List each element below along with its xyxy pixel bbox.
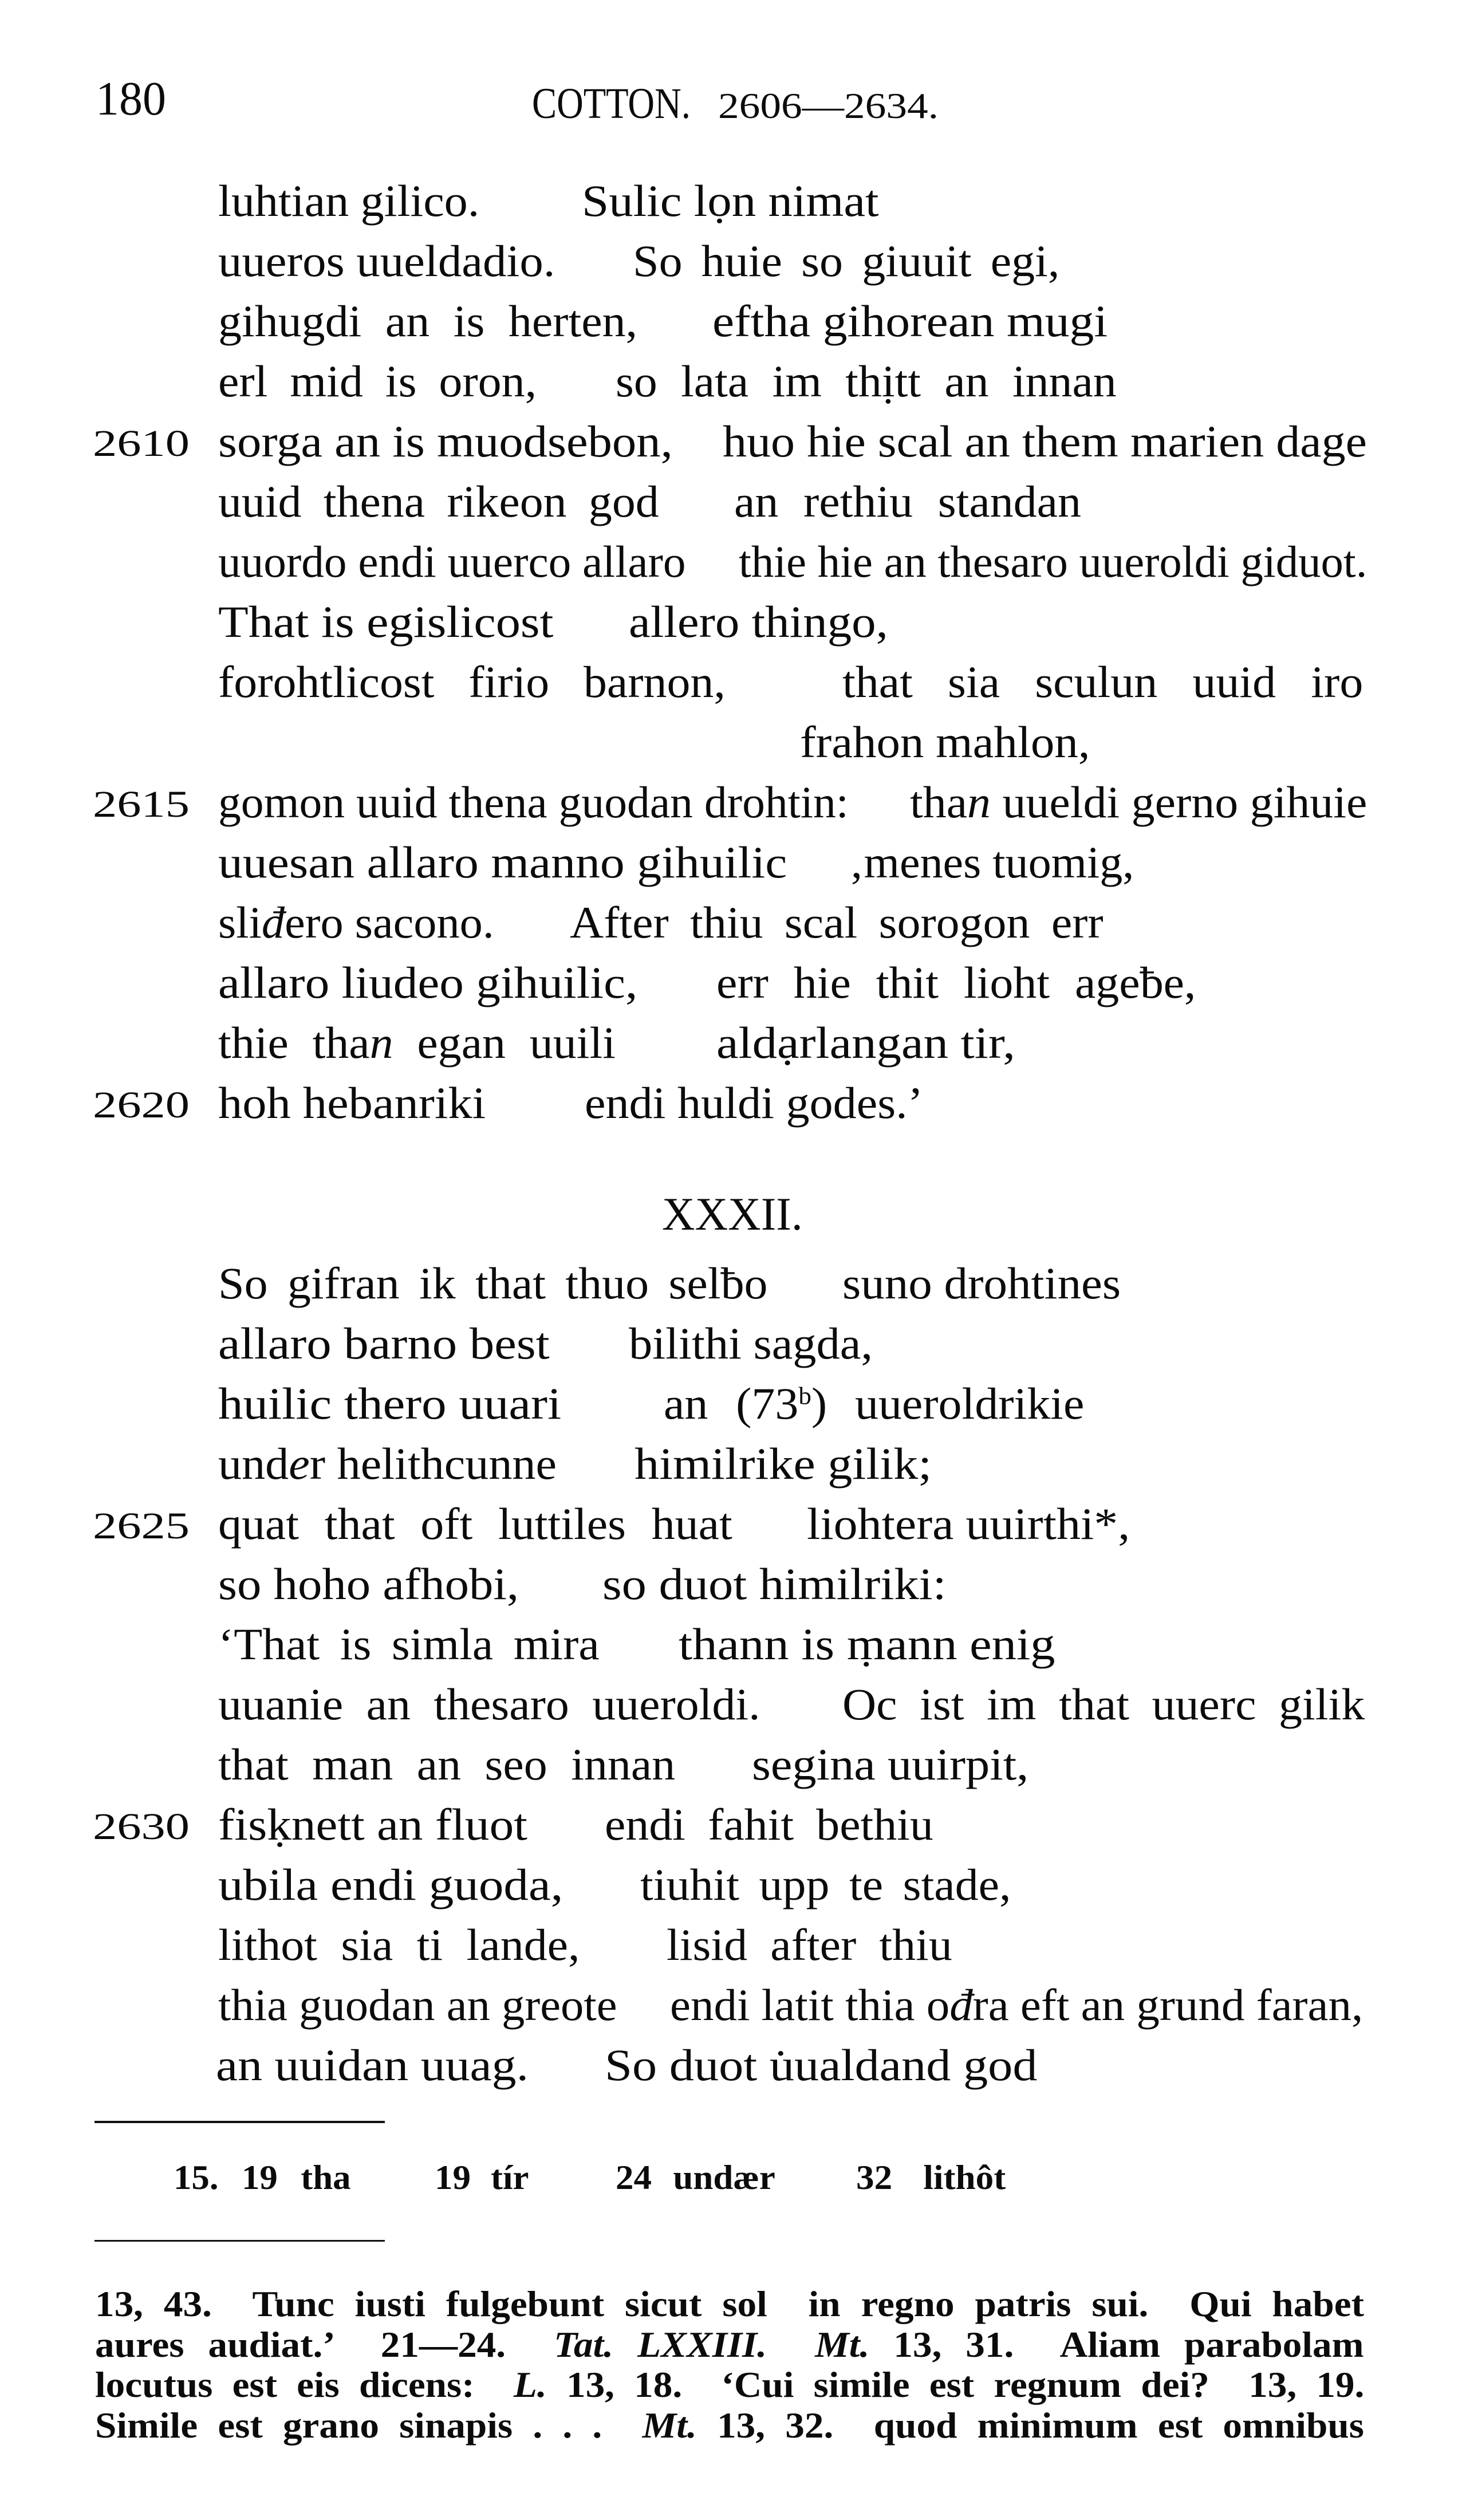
footnote-line (95, 2283, 1364, 2324)
text-segment: Simile est grano sinapis . . . (95, 2405, 643, 2446)
second-half-line: thie hie an thesaro uueroldi giduot. (739, 537, 1368, 586)
second-half-line (910, 777, 1368, 827)
page-number: 180 (96, 72, 166, 125)
first-half-line: an uuidan uuag. (216, 2040, 529, 2090)
first-half-line: ‘That is simla mira (218, 1619, 600, 1669)
verse-line (0, 1499, 1466, 1549)
text-segment: aures audiat.’ 21—24. (95, 2324, 554, 2365)
source-abbreviation: L. (513, 2364, 547, 2405)
first-half-line: gomon uuid thena guodan drohtin: (218, 777, 849, 827)
verse-line (0, 960, 1466, 1005)
italic-letter: đ (261, 897, 285, 947)
text-segment: ero sacono. (285, 897, 494, 947)
turnover-half-line: frahon mahlon, (800, 717, 1090, 767)
second-half-line: So huie so giuuit egi, (633, 236, 1060, 286)
second-half-line: himilrike gilik; (635, 1439, 932, 1489)
text-segment: locutus est eis dicens: (95, 2364, 514, 2405)
verse-line (0, 296, 1466, 346)
text-segment (613, 2324, 637, 2365)
second-half-line: aldạrlangan tir, (716, 1018, 1015, 1068)
second-half-line: tiuhit upp te stade, (640, 1860, 1011, 1909)
first-half-line: So gifran ik that thuo selƀo (218, 1258, 768, 1308)
verse-line (0, 1860, 1466, 1909)
first-half-line: uuid thena rikeon god (218, 477, 659, 526)
second-half-line: suno drohtines (842, 1258, 1121, 1308)
italic-letter: n (369, 1018, 393, 1068)
folio-superscript: b (798, 1383, 811, 1410)
verse-line (0, 1739, 1466, 1789)
verse-line (0, 1439, 1466, 1489)
second-half-line: After thiu scal sorogon err (570, 897, 1104, 947)
text-segment: 13, 43. Tunc iusti fulgebunt sicut sol in regno patris sui. Qui habet (95, 2283, 1364, 2324)
verse-line (0, 897, 1466, 947)
section-reference: LXXIII. (637, 2324, 767, 2365)
verse-line (0, 1258, 1466, 1308)
text-segment: 13, 18. ‘Cui simile est regnum dei? 13, 19. (546, 2364, 1365, 2405)
first-half-line (218, 1439, 557, 1489)
second-half-line: bilithi sagda, (629, 1318, 873, 1368)
section-heading: XXXII. (662, 1188, 803, 1240)
second-half-line: so lata im thịtt an innan (616, 356, 1117, 406)
first-half-line: allaro barno best (218, 1318, 550, 1368)
second-half-line: an rethiu standan (734, 477, 1081, 526)
apparatus-entry: 19 tír (435, 2159, 529, 2196)
first-half-line: That is egislicost (218, 597, 554, 647)
first-half-line: huilic thero uuari (218, 1379, 562, 1428)
apparatus-entry: 24 undær (616, 2159, 775, 2196)
footnote-line (95, 2407, 1364, 2444)
first-half-line: luhtian gilico. (218, 176, 480, 226)
first-half-line: thia guodan an greote (218, 1980, 617, 2030)
verse-line (0, 1381, 1466, 1426)
first-half-line: gihugdi an is herten, (218, 296, 638, 346)
verse-line (0, 777, 1466, 827)
second-half-line (664, 1381, 1084, 1426)
verse-line-turnover (0, 717, 1466, 767)
first-half-line: allaro liudeo gihuilic, (218, 958, 638, 1007)
first-half-line: that man an seo innan (218, 1739, 676, 1789)
second-half-line: eftha gihorean mugi (712, 296, 1108, 346)
italic-letter: n (967, 777, 991, 827)
italic-letter: e (289, 1439, 310, 1489)
first-half-line: ubila endi guoda, (218, 1860, 563, 1909)
verse-line (0, 1318, 1466, 1368)
footnote-line (95, 2326, 1364, 2363)
second-half-line: So duot u̇ualdand god (605, 2040, 1038, 2090)
second-half-line (670, 1980, 1363, 2030)
second-half-line: endi fahit bethiu (605, 1800, 933, 1849)
text-segment: endi latit thia o (670, 1980, 950, 2030)
text-segment: tha (910, 777, 968, 827)
text-segment: sli (218, 897, 262, 947)
verse-line (0, 657, 1466, 707)
line-number: 2615 (93, 783, 190, 825)
first-half-line: forohtlicost firio barnon, (218, 657, 726, 707)
first-half-line: uuordo endi uuerco allaro (218, 537, 686, 586)
verse-line (0, 479, 1466, 524)
second-half-line: huo hie scal an them marien dage (723, 416, 1367, 466)
first-half-line: lithot sia ti lande, (218, 1920, 580, 1970)
verse-line (0, 1802, 1466, 1847)
italic-letter: đ (949, 1980, 973, 2030)
second-half-line: segina uuirpit, (752, 1739, 1029, 1789)
text-segment: und (218, 1439, 289, 1489)
source-abbreviation: Tat. (554, 2324, 614, 2365)
text-segment: an (73 (664, 1379, 799, 1428)
line-range: 2606—2634. (718, 85, 939, 126)
second-half-line: Sulic lọn nimat (582, 176, 879, 226)
verse-line (0, 1078, 1466, 1128)
first-half-line (218, 897, 494, 947)
second-half-line: thann is ṃann enig (679, 1619, 1055, 1669)
second-half-line: Oc ist im that uuerc gilik (842, 1679, 1365, 1729)
verse-line (0, 537, 1466, 586)
verse-line (0, 1018, 1466, 1068)
running-title: COTTON. (532, 80, 691, 128)
second-half-line: endi huldi godes.’ (585, 1078, 924, 1128)
text-segment: egan uuili (393, 1018, 616, 1068)
apparatus-entry: 15. 19 tha (174, 2159, 351, 2196)
source-abbreviation: Mt. (642, 2405, 697, 2446)
apparatus-top-rule (94, 2121, 385, 2123)
first-half-line: sorga an is muodsebon, (218, 416, 673, 466)
text-segment (767, 2324, 815, 2365)
first-half-line: fisḳnett an fluot (218, 1800, 527, 1849)
second-half-line: ‚menes tuomig, (849, 837, 1134, 887)
verse-line (0, 416, 1466, 466)
second-half-line: allero thingo, (629, 597, 888, 647)
verse-line (0, 1619, 1466, 1669)
second-half-line: so duot himilriki: (602, 1559, 947, 1609)
footnote-line (95, 2364, 1365, 2405)
text-segment: ) uueroldrikie (811, 1379, 1085, 1428)
verse-line (0, 1980, 1466, 2030)
text-segment: r helithcunne (309, 1439, 557, 1489)
first-half-line: uueros uueldadio. (218, 236, 555, 286)
first-half-line: quat that oft luttiles huat (218, 1499, 732, 1549)
line-number: 2630 (93, 1806, 190, 1848)
verse-line (0, 597, 1466, 647)
first-half-line: uuesan allaro manno gihuilic (218, 837, 787, 887)
line-number: 2610 (93, 423, 190, 464)
second-half-line: liohtera uuirthi*, (807, 1499, 1130, 1549)
second-half-line: lisid after thiu (667, 1920, 952, 1970)
verse-line (0, 1679, 1466, 1729)
text-segment: 13, 31. Aliam parabolam (869, 2324, 1364, 2365)
first-half-line: uuanie an thesaro uueroldi. (218, 1679, 760, 1729)
second-half-line: that sia sculun uuid iro (842, 657, 1363, 707)
second-half-line: err hie thit lioht ageƀe, (716, 958, 1196, 1007)
first-half-line: erl mid is oron, (218, 356, 537, 406)
verse-line (0, 2040, 1466, 2090)
apparatus-entry: 32 lithôt (856, 2159, 1006, 2196)
verse-line (0, 837, 1466, 887)
first-half-line: hoh hebanriki (218, 1078, 486, 1128)
text-segment: uueldi gerno gihuie (991, 777, 1368, 827)
source-abbreviation: Mt. (815, 2324, 870, 2365)
verse-line (0, 356, 1466, 406)
text-segment: ra eft an grund faran, (972, 1980, 1363, 2030)
line-number: 2620 (93, 1084, 190, 1126)
verse-line (0, 1920, 1466, 1970)
verse-line (0, 176, 1466, 226)
first-half-line (218, 1018, 616, 1068)
footnote-top-rule (94, 2240, 385, 2242)
verse-line (0, 236, 1466, 286)
text-segment: thie tha (218, 1018, 370, 1068)
line-number: 2625 (93, 1505, 190, 1547)
first-half-line: so hoho afhobi, (218, 1559, 519, 1609)
verse-line (0, 1559, 1466, 1609)
text-segment: 13, 32. quod minimum est omnibus (696, 2405, 1364, 2446)
